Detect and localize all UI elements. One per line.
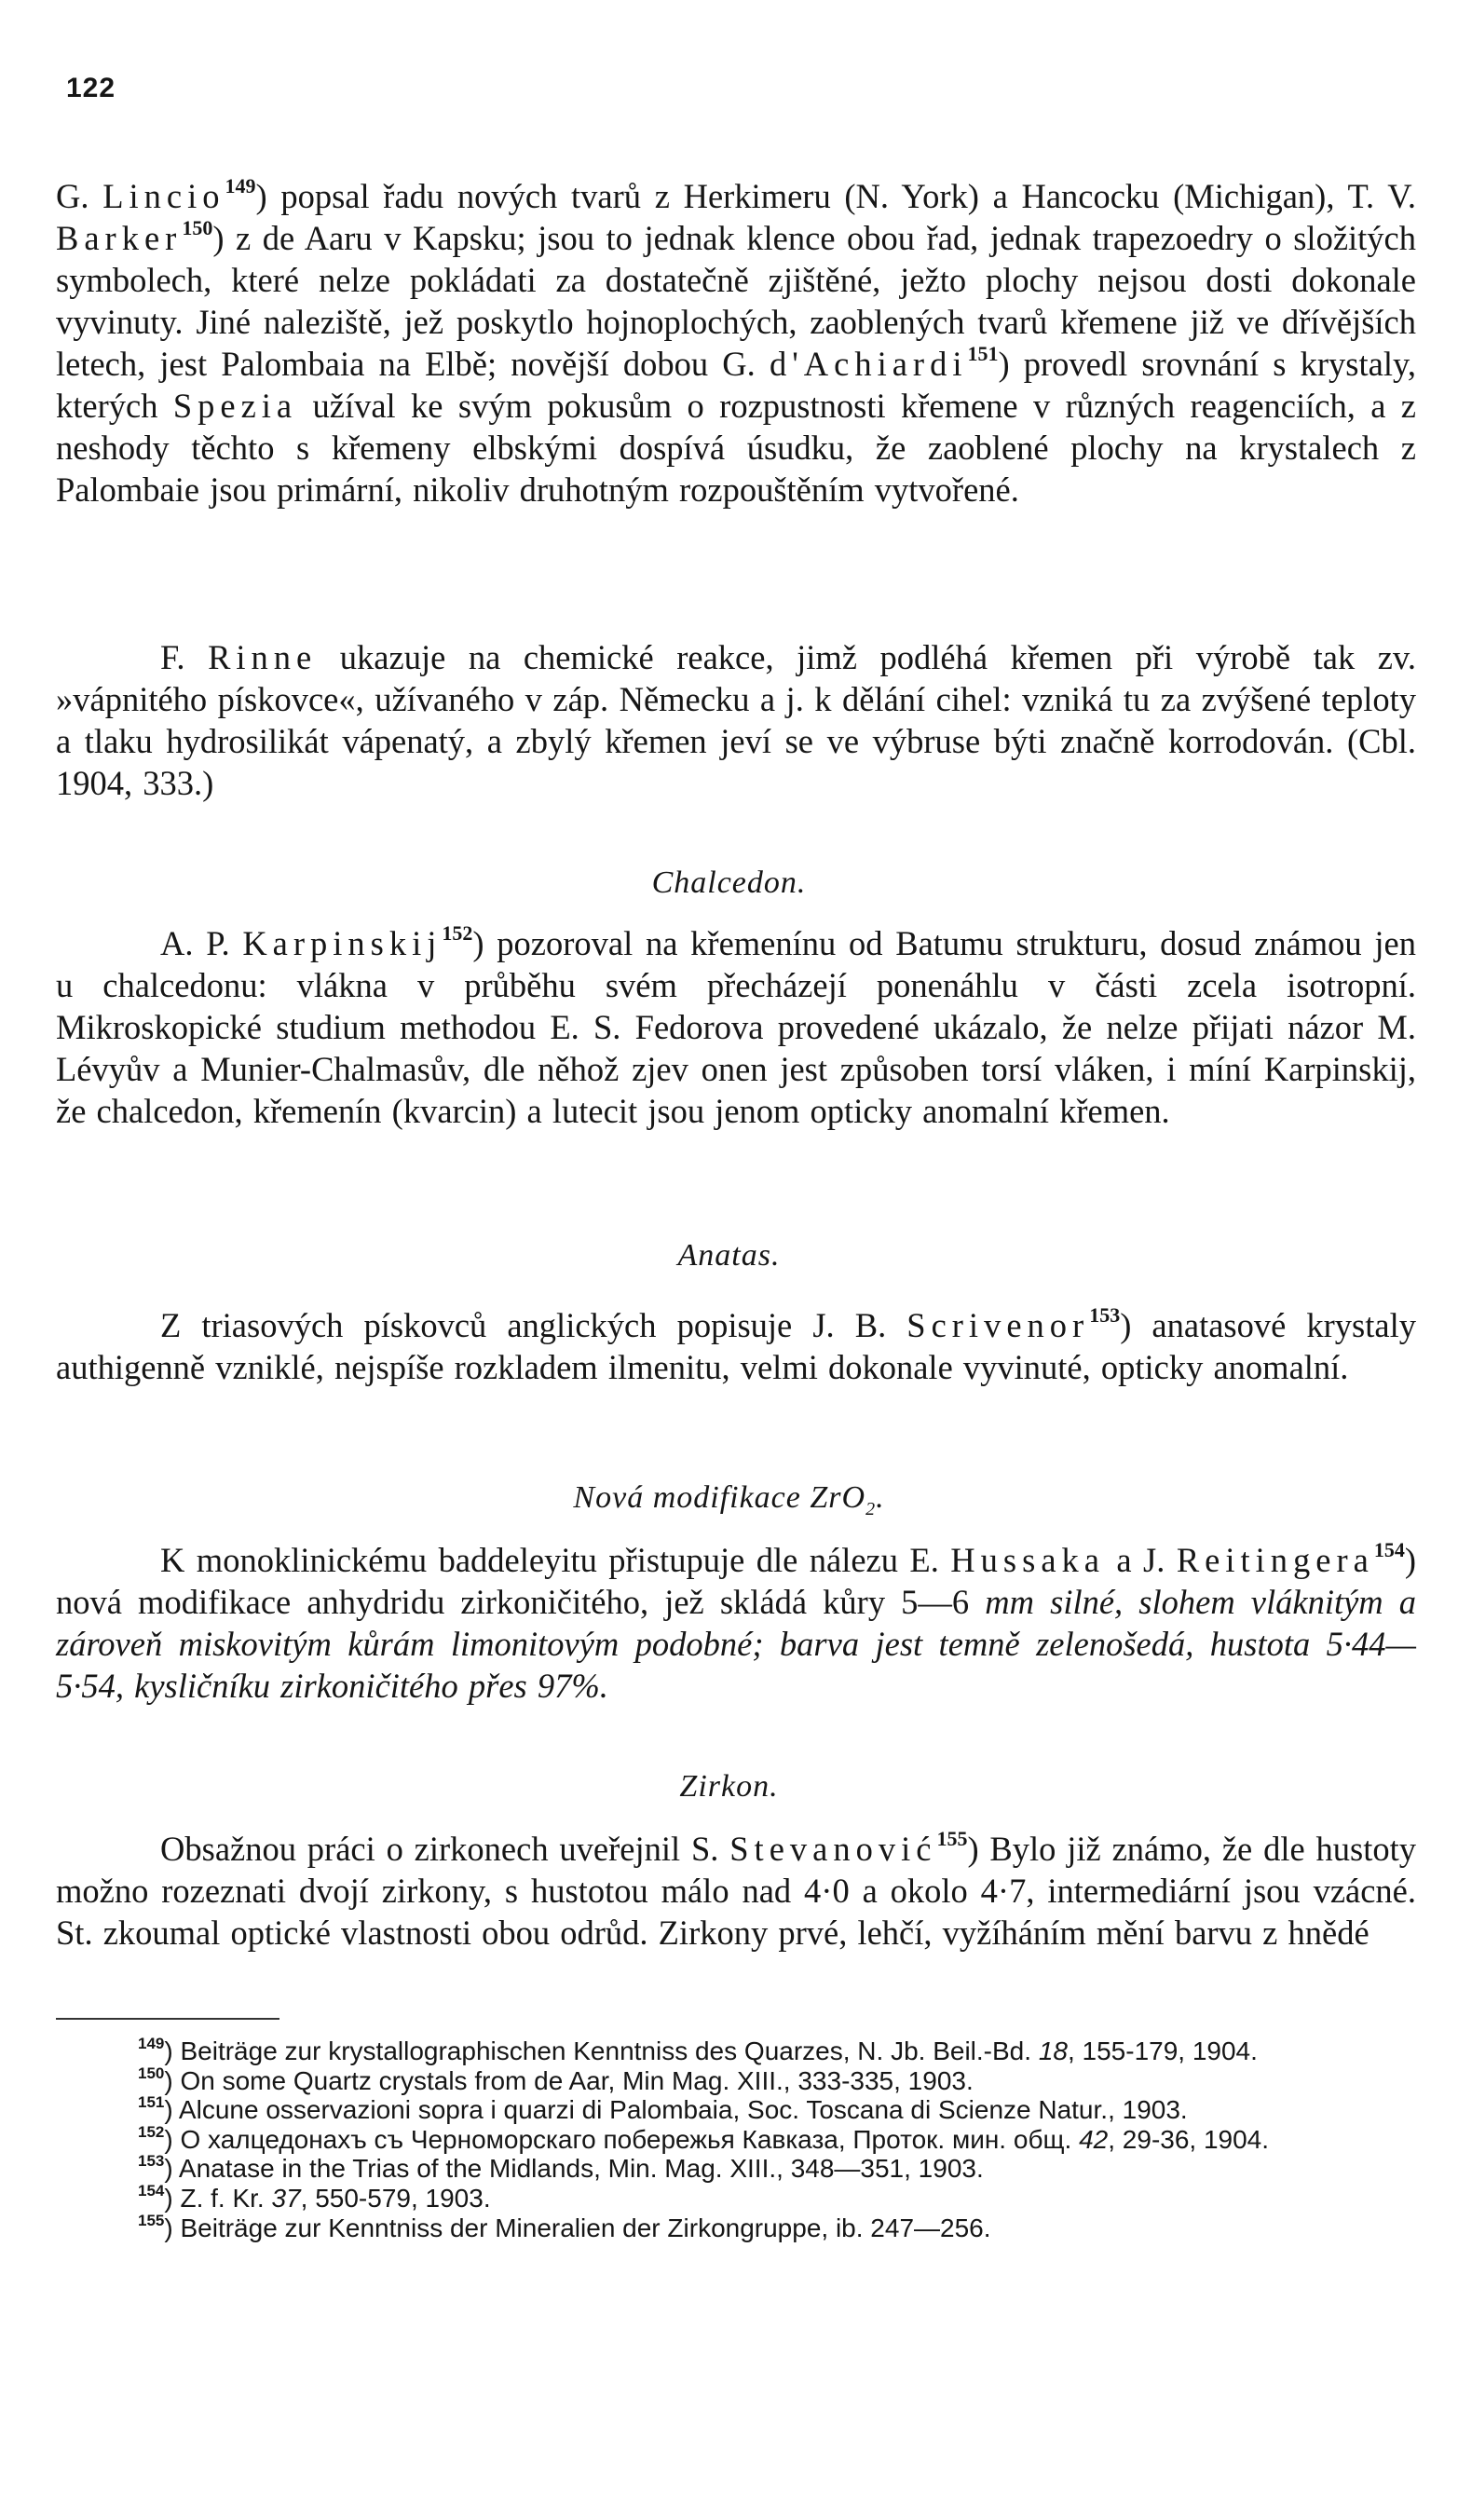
footnote-ref: 154 (1373, 1538, 1405, 1561)
footnote-150: $^{150}$) On some Quartz crystals from de Aar, Min Mag. XIII., 333-335, 1903. (138, 2064, 974, 2095)
footnote-ref: 150 (182, 216, 213, 239)
footnote-154: $^{154}$) Z. f. Kr. 37, 550-579, 1903. (138, 2181, 491, 2213)
footnote-151: $^{151}$) Alcune osservazioni sopra i quarzi di Palombaia, Soc. Toscana di Scienze Natur., 1903. (138, 2093, 1188, 2125)
paragraph-rinne: F. Rinne ukazuje na chemické reakce, jimž podléhá křemen při výrobě tak zv. »vápnitého pískovce«, užívaného v záp. Německu a j. k dělání cihel: vzniká tu za zvýšené teploty a tlaku hydrosilikát vápenatý, a zbylý křemen jeví se ve výbruse býti značně korrodován. (Cbl. 1904, 333.) (56, 638, 1416, 802)
section-heading-chalcedon: Chalcedon. (651, 865, 807, 900)
footnotes (56, 2036, 1416, 2242)
footnote-155: $^{155}$) Beiträge zur Kenntniss der Mineralien der Zirkongruppe, ib. 247—256. (138, 2211, 991, 2242)
author-name: Barker (56, 219, 183, 257)
footnote-149: $^{149}$) Beiträge zur krystallographischen Kenntniss des Quarzes, N. Jb. Beil.-Bd. 18, 155-179, 1904. (138, 2035, 1258, 2065)
footnote-divider (56, 2018, 279, 2020)
author-name: Hussaka (950, 1541, 1105, 1579)
footnote-ref: 152 (442, 921, 473, 945)
section-heading-zro2: Nová modifikace ZrO$_2$. (573, 1480, 885, 1519)
author-name: Rinne (208, 638, 318, 676)
author-name: Lincio (102, 177, 225, 215)
section-heading-anatas: Anatas. (677, 1238, 781, 1273)
paragraph-scrivenor: Z triasových pískovců anglických popisuje J. B. Scrivenor$^{153}$) anatasové krystaly authigenně vzniklé, nejspíše rozkladem ilmenitu, velmi dokonale vyvinuté, opticky anomalní. (56, 1303, 1416, 1386)
footnote-ref: 149 (225, 174, 256, 198)
paragraph-karpinskij: A. P. Karpinskij$^{152}$) pozoroval na křemenínu od Batumu strukturu, dosud známou jen u chalcedonu: vlákna v průběhu svém přecházejí ponenáhlu v části zcela isotropní. Mikroskopické studium methodou E. S. Fedorova provedené ukázalo, že nelze přijati názor M. Lévyův a Munier-Chalmasův, dle něhož zjev onen jest způsoben torsí vláken, i míní Karpinskij, že chalcedon, křemenín (kvarcin) a lutecit jsou jenom opticky anomalní křemen. (56, 921, 1416, 1130)
footnote-ref: 153 (1089, 1303, 1121, 1327)
footnote-153: $^{153}$) Anatase in the Trias of the Midlands, Min. Mag. XIII., 348—351, 1903. (138, 2152, 984, 2184)
paragraph-lincio: G. Lincio$^{149}$) popsal řadu nových tvarů z Herkimeru (N. York) a Hancocku (Michigan), T. V. Barker$^{150}$) z de Aaru v Kapsku; jsou to jednak klence obou řad, jednak trapezoedry o složitých symbolech, které nelze pokládati za dostatečně zjištěné, ježto plochy nejsou dosti dokonale vyvinuty. Jiné naleziště, jež poskytlo hojnoplochých, zaoblených tvarů křemene již ve dřívějších letech, jest Palombaia na Elbě; novější dobou G. d'Achiardi$^{151}$) provedl srovnání s krystaly, kterých Spezia užíval ke svým pokusům o rozpustnosti křemene v různých reagenciích, a z neshody těchto s křemeny elbskými dospívá úsudku, že zaoblené plochy na krystalech z Palombaie jsou primární, nikoliv druhotným rozpouštěním vytvořené. (56, 174, 1417, 509)
paragraph-stevanovic: Obsažnou práci o zirkonech uveřejnil S. Stevanović$^{155}$) Bylo již známo, že dle hustoty možno rozeznati dvojí zirkony, s hustotou málo nad 4·0 a okolo 4·7, intermediární jsou vzácné. St. zkoumal optické vlastnosti obou odrůd. Zirkony prvé, lehčí, vyžíháním mění barvu z hnědé (56, 1827, 1416, 1952)
author-name: Karpinskij (242, 924, 443, 962)
author-name: Scrivenor (906, 1306, 1090, 1344)
author-name: Spezia (172, 387, 298, 425)
author-name: Reitingera (1176, 1541, 1374, 1579)
paragraph-hussak: K monoklinickému baddeleyitu přistupuje dle nálezu E. Hussaka a J. Reitingera$^{154}$) nová modifikace anhydridu zirkoničitého, jež skládá kůry 5—6 mm silné, slohem vláknitým a zároveň miskovitým kůrám limonitovým podobné; barva jest temně zelenošedá, hustota 5·44—5·54, kysličníku zirkoničitého přes 97%. (56, 1538, 1417, 1705)
author-name: d'Achiardi (769, 345, 968, 383)
footnote-152: $^{152}$) О халцедонахъ съ Черноморскаго побережья Кавказа, Проток. мин. общ. 42, 29-36, 1904. (138, 2122, 1270, 2154)
page-number: 122 (66, 73, 116, 103)
footnote-ref: 155 (936, 1827, 968, 1850)
author-name: Stevanović (729, 1830, 937, 1868)
section-heading-zirkon: Zirkon. (679, 1769, 779, 1804)
footnote-ref: 151 (967, 342, 999, 365)
